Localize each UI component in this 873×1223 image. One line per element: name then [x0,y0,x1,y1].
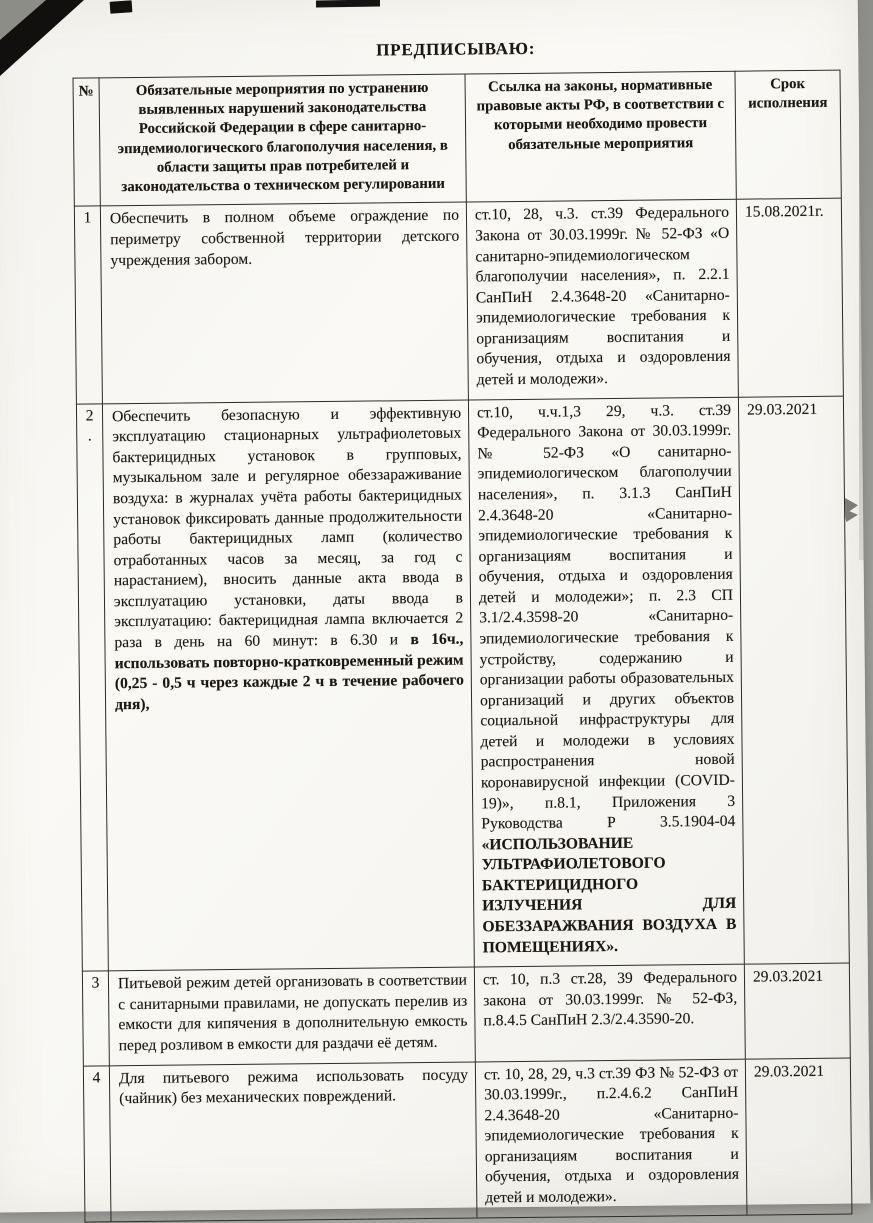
measures-cell [109,1062,477,1222]
measures-text: Питьевой режим детей организовать в соответствии с санитарными правилами, не допускать перелив из емкости для кипячения в дополнительную емкость перед розливом в емкости для раздачи её детям. [118,972,468,1054]
reference-text: ст. 10, п.3 ст.28, 39 Федерального закона от 30.03.1999г. № 52-ФЗ, п.8.4.5 СанПиН 2.3/2.4.3590-20. [483,969,737,1030]
reference-cell [466,200,738,400]
table-row [76,396,849,972]
scan-artifact-mark [110,0,133,14]
measures-cell [102,400,474,971]
scan-artifact-mark [316,0,380,7]
measures-cell [100,202,468,403]
measures-text: Для питьевого режима использовать посуду (чайник) без механических повреждений. [119,1066,468,1107]
header-measures: Обязательные мероприятия по устранению выявленных нарушений законодательства Российской Федерации в сфере санитарно-эпидемиологического благополучия населения, в области защиты прав потребителей и законодательства о техническом регулировании [99,74,466,206]
reference-cell [475,1059,747,1218]
reference-text: ст.10, 28, ч.3. ст.39 Федерального Закона от 30.03.1999г. № 52-ФЗ «О санитарно-эпидемиологическом благополучии населения», п. 2.2.1 СанПиН 2.4.3648-20 «Санитарно-эпидемиологические требования к организациям воспитания и обучения, отдыха и оздоровления детей и молодежи». [475,204,731,388]
row-number-cell: 2 . [76,403,108,971]
prescription-table [73,70,853,1223]
reference-text: ст. 10, 28, 29, ч.3 ст.39 ФЗ № 52-ФЗ от 30.03.1999г., п.2.4.6.2 СанПиН 2.4.3648-20 «Санитарно-эпидемиологические требования к организациям воспитания и обучения, отдыха и оздоровления детей и молодежи». [484,1063,739,1206]
deadline-cell: 29.03.2021 [745,1058,852,1215]
header-reference: Ссылка на законы, нормативные правовые акты РФ, в соответствии с которыми необходимо провести обязательные мероприятия [465,71,736,202]
measures-text: Обеспечить в полном объеме ограждение по периметру собственной территории детского учреждения забором. [110,207,459,269]
reference-cell [468,397,744,967]
table-row [74,199,843,404]
table-header-row [73,70,841,206]
table-row [82,963,850,1065]
row-number-cell: 1 [74,206,102,403]
page-content [72,36,851,1223]
document-title: ПРЕДПИСЫВАЮ: [72,36,839,64]
header-deadline: Срок исполнения [735,70,841,199]
row-number-cell: 4 [83,1065,111,1221]
deadline-cell: 29.03.2021 [738,396,849,965]
table-row [83,1058,852,1222]
reference-bold-text: «ИСПОЛЬЗОВАНИЕ УЛЬТРАФИОЛЕТОВОГО БАКТЕРИЦИДНОГО ИЗЛУЧЕНИЯ ДЛЯ ОБЕЗЗАРАЖВАНИЯ ВОЗДУХА В ПОМЕЩЕНИЯХ». [481,835,736,956]
measures-bold-text: в 16ч., использовать повторно-кратковременный режим (0,25 - 0,5 ч через каждые 2 ч в течение рабочего дня), [115,631,464,713]
measures-text: Обеспечить безопасную и эффективную эксплуатацию стационарных ультрафиолетовых бактерицидных установок в групповых, музыкальном зале и регулярное обеззараживание воздуха: в журналах учёта работы бактерицидных установок фиксировать данные продолжительности работы бактерицидных ламп (количество отработанных часов за месяц, за год с нарастанием), вносить данные акта ввода в эксплуатацию установки, даты ввода в эксплуатацию: бактерицидная лампа включается 2 раза в день на 60 минут: в 6.30 и [112,404,463,651]
reference-text: ст.10, ч.ч.1,3 29, ч.3. ст.39 Федерального Закона от 30.03.1999г. № 52-ФЗ «О санитарно-эпидемиологическом благополучии населения», п. 3.1.3 СанПиН 2.4.3648-20 «Санитарно-эпидемиологические требования к организациям воспитания и обучения, отдыха и оздоровления детей и молодежи»; п. 2.3 СП 3.1/2.4.3598-20 «Санитарно-эпидемиологические требования к устройству, содержанию и организации работы образовательных организаций и других объектов социальной инфраструктуры для детей и молодежи в условиях распространения новой коронавирусной инфекции (COVID-19)», п.8.1, Приложения 3 Руководства Р 3.5.1904-04 [477,401,735,832]
reference-cell [474,964,745,1061]
scan-edge-shadow [859,0,873,560]
deadline-cell: 15.08.2021г. [736,199,843,397]
row-number-cell: 3 [82,971,109,1066]
deadline-cell: 29.03.2021 [744,963,850,1058]
measures-cell [108,967,475,1065]
header-number: № [73,78,100,207]
